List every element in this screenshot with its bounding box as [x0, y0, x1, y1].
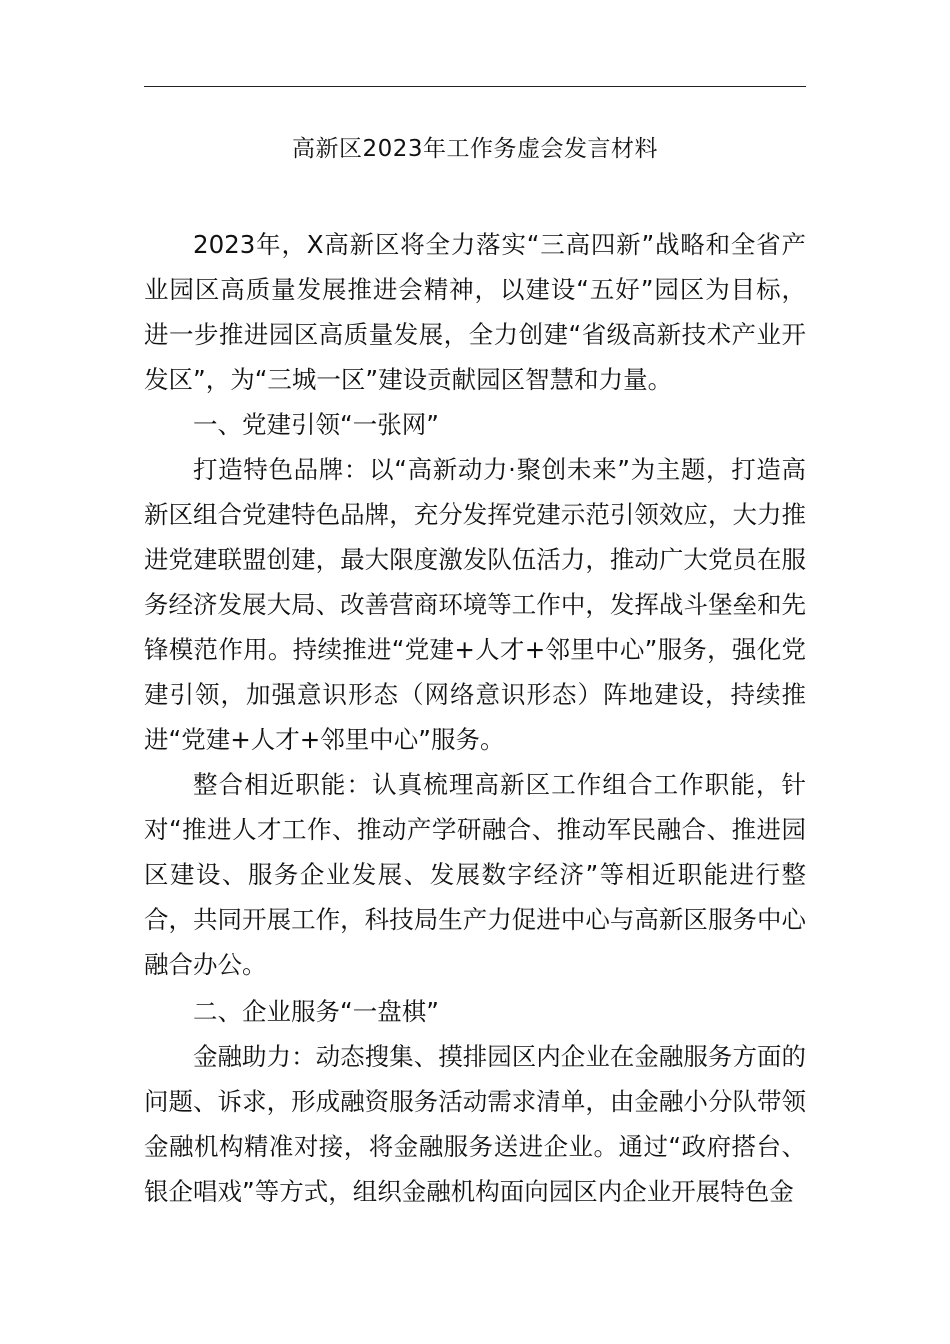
- section-1-paragraph-2: 整合相近职能：认真梳理高新区工作组合工作职能，针对“推进人才工作、推动产学研融合、推动军民融合、推进园区建设、服务企业发展、发展数字经济”等相近职能进行整合，共同开展工作，科技局生产力促进中心与高新区服务中心融合办公。: [144, 770, 806, 979]
- section-2-heading: 二、企业服务“一盘棋”: [193, 997, 439, 1026]
- section-2-paragraph-1: 金融助力：动态搜集、摸排园区内企业在金融服务方面的问题、诉求，形成融资服务活动需求清单，由金融小分队带领金融机构精准对接，将金融服务送进企业。通过“政府搭台、银企唱戏”等方式，组织金融机构面向园区内企业开展特色金: [144, 1042, 806, 1206]
- intro-paragraph: 2023年，X高新区将全力落实“三高四新”战略和全省产业园区高质量发展推进会精神，以建设“五好”园区为目标，进一步推进园区高质量发展，全力创建“省级高新技术产业开发区”，为“三城一区”建设贡献园区智慧和力量。: [144, 230, 806, 394]
- section-1-heading: 一、党建引领“一张网”: [193, 410, 439, 439]
- document-title: 高新区2023年工作务虚会发言材料: [291, 136, 659, 162]
- header-rule: [144, 86, 806, 87]
- document-body: [144, 222, 806, 1214]
- section-1-paragraph-1: 打造特色品牌：以“高新动力·聚创未来”为主题，打造高新区组合党建特色品牌，充分发挥党建示范引领效应，大力推进党建联盟创建，最大限度激发队伍活力，推动广大党员在服务经济发展大局、改善营商环境等工作中，发挥战斗堡垒和先锋模范作用。持续推进“党建+人才+邻里中心”服务，强化党建引领，加强意识形态（网络意识形态）阵地建设，持续推进“党建+人才+邻里中心”服务。: [144, 455, 806, 754]
